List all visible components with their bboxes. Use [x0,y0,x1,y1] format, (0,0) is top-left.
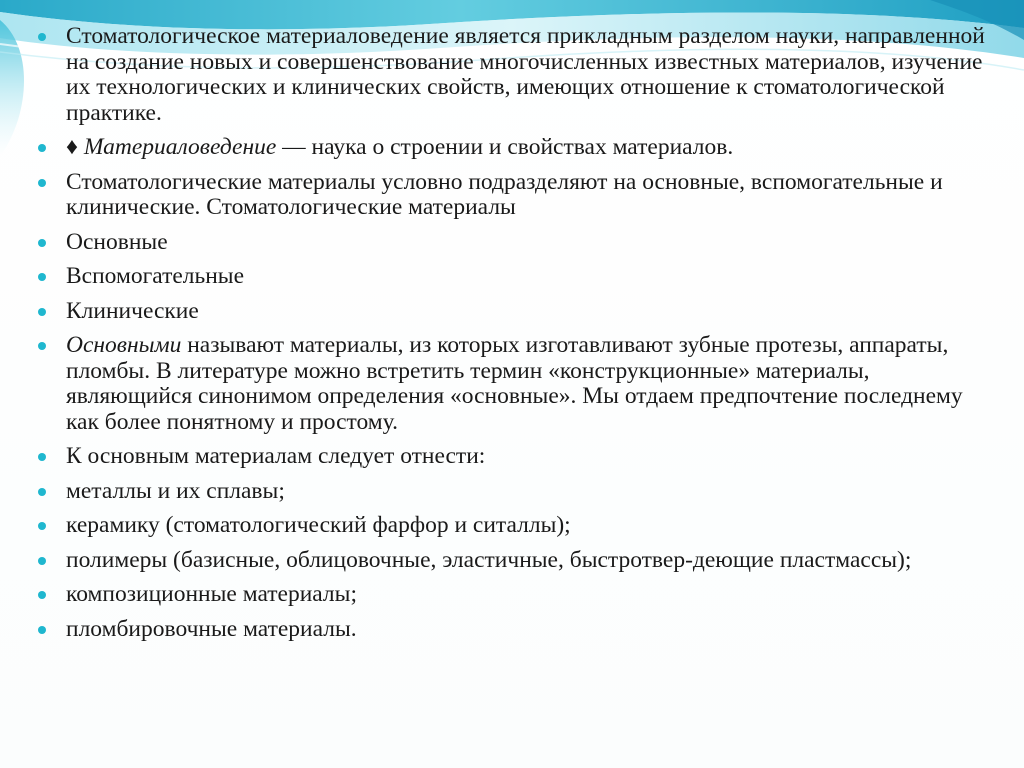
bullet-dot-icon [38,557,46,565]
list-item [36,299,996,325]
list-item [36,170,996,221]
item-emphasis: Материаловедение [83,134,277,160]
bullet-dot-icon [38,144,46,152]
list-item [36,230,996,256]
bullet-dot-icon [38,273,46,281]
bullet-dot-icon [38,488,46,496]
item-text: Клинические [66,297,199,324]
bullet-dot-icon [38,179,46,187]
item-text: Вспомогательные [66,263,245,289]
bullet-dot-icon [38,342,46,350]
item-text: — наука о строении и свойствах материалов. [276,134,734,160]
list-item [36,479,996,505]
item-text: керамику (стоматологический фарфор и ситаллы); [66,512,571,538]
item-prefix: ♦ [66,134,84,160]
list-item [36,617,996,643]
item-text: металлы и их сплавы; [66,477,285,504]
item-text: полимеры (базисные, облицовочные, эластичные, быстротвер-деющие пластмассы); [66,546,912,573]
bullet-dot-icon [38,33,46,41]
list-item [36,548,996,574]
bullet-list [36,24,996,642]
bullet-dot-icon [38,522,46,530]
list-item [36,444,996,470]
item-text: называют материалы, из которых изготавливают зубные протезы, аппараты, пломбы. В литературе можно встретить термин «конструкционные» материалы, являющийся синонимом определения «основные». Мы отдаем предпочтение последнему как более понятному и простому. [66,332,963,435]
bullet-dot-icon [38,591,46,599]
list-item [36,333,996,435]
list-item [36,582,996,608]
bullet-dot-icon [38,239,46,247]
item-text: композиционные материалы; [66,581,357,607]
item-emphasis: Основными [66,332,182,358]
list-item [36,24,996,126]
item-text: К основным материалам следует отнести: [66,443,486,469]
list-item [36,513,996,539]
bullet-dot-icon [38,453,46,461]
item-text: Стоматологическое материаловедение является прикладным разделом науки, направленной на создание новых и совершенствование многочисленных известных материалов, изучение их технологических и клинических свойств, имеющих отношение к стоматологической практике. [66,23,985,126]
content-area [36,24,996,651]
item-text: Стоматологические материалы условно подразделяют на основные, вспомогательные и клинические. Стоматологические материалы [66,168,943,220]
list-item [36,264,996,290]
bullet-dot-icon [38,626,46,634]
item-text: Основные [66,228,168,255]
item-text: пломбировочные материалы. [66,615,357,642]
bullet-dot-icon [38,308,46,316]
list-item [36,135,996,161]
